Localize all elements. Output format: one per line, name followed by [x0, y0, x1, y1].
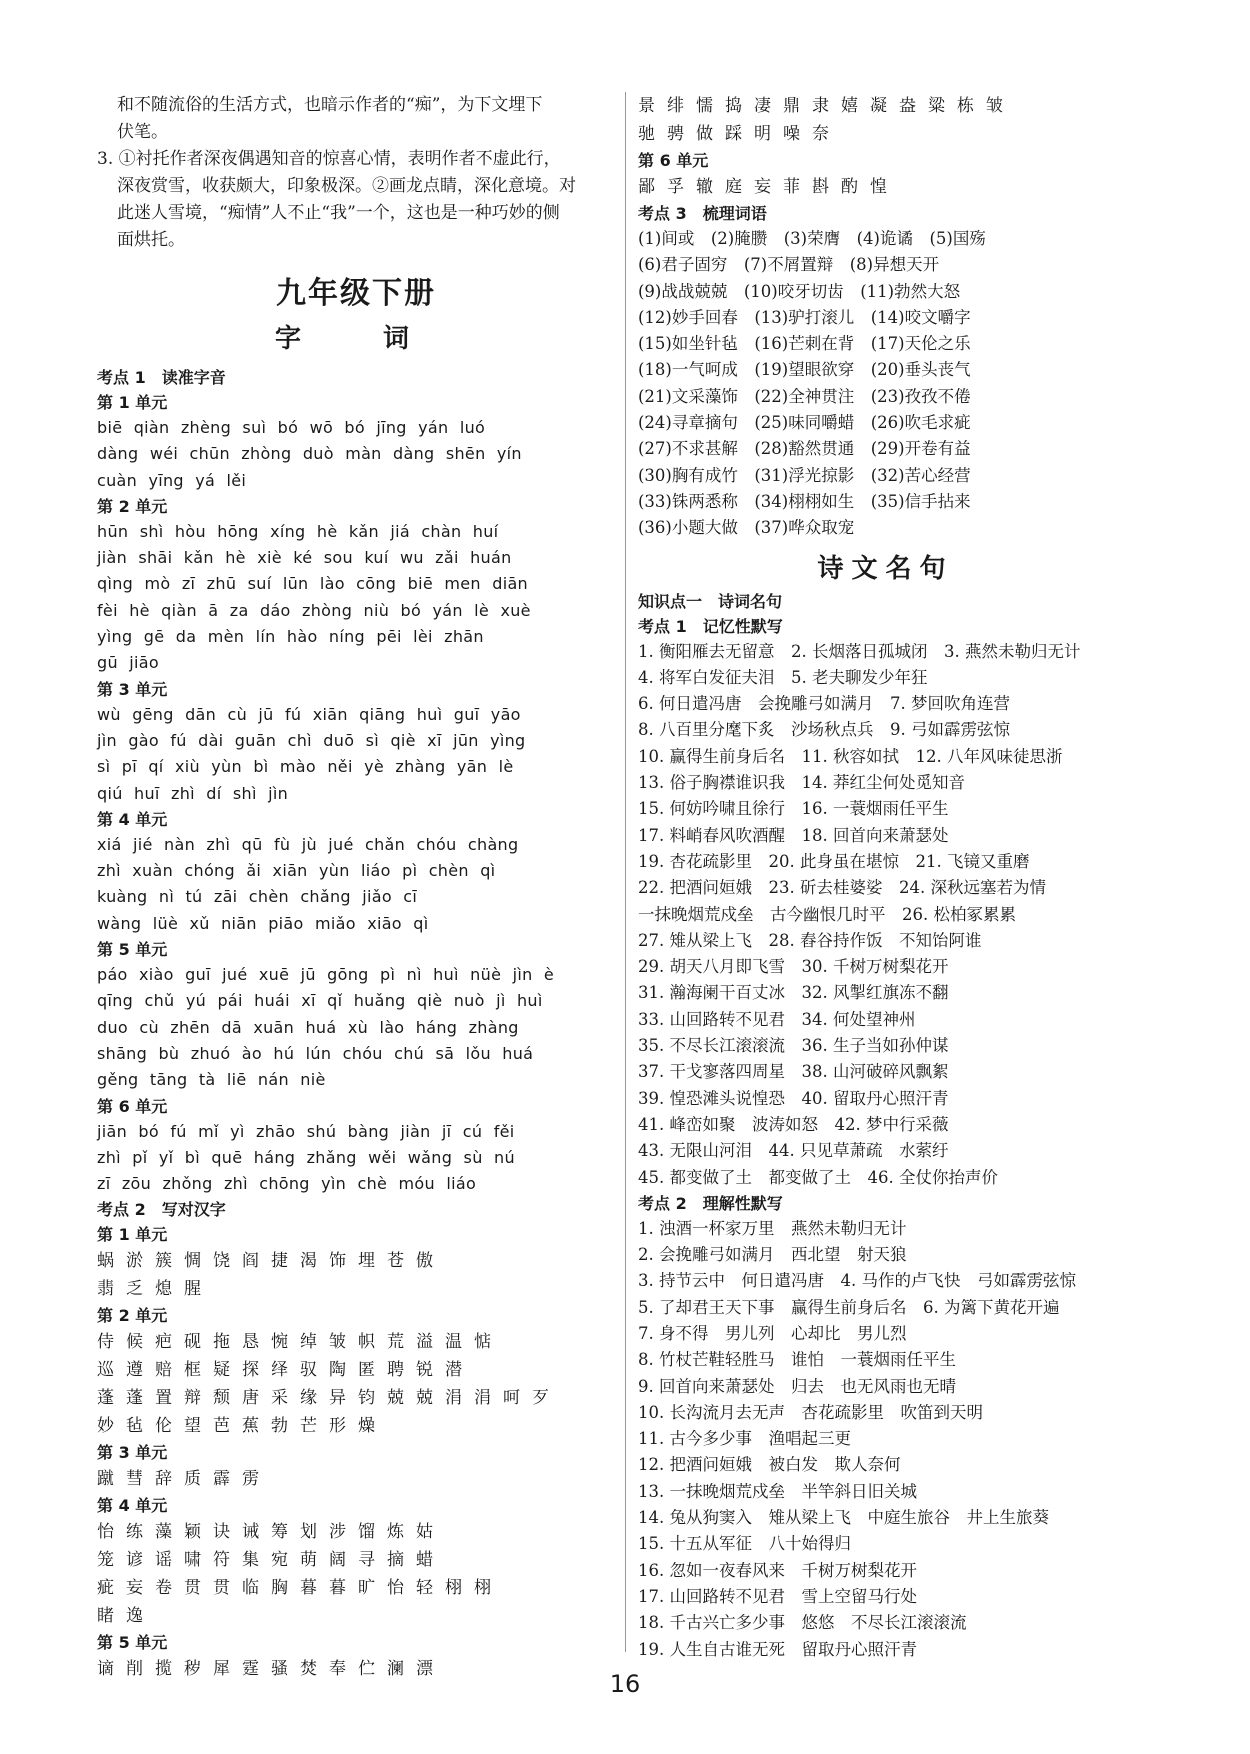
- hanzi-line: 巡遵赔框疑探绎驭陶匿聘锐潜: [97, 1360, 474, 1381]
- pinyin-line: xiá jié nàn zhì qū fù jù jué chǎn chóu chàng: [97, 834, 519, 854]
- idiom-line: (33)铢两悉称 (34)栩栩如生 (35)信手拈来: [638, 491, 971, 511]
- idiom-line: (1)间或 (2)腌臜 (3)荣膺 (4)诡谲 (5)国殇: [638, 229, 986, 248]
- pinyin-line: cuàn yīng yá lěi: [97, 470, 247, 490]
- recitation-line: 31. 瀚海阑干百丈冰 32. 风掣红旗冻不翻: [638, 983, 949, 1003]
- hanzi-line: 睹逸: [97, 1606, 155, 1627]
- recitation-line: 13. 一抹晚烟荒戍垒 半竿斜日旧关城: [638, 1481, 917, 1501]
- hanzi-line: 谪削揽秽犀霆骚焚奉伫澜漂: [97, 1659, 445, 1680]
- pinyin-line: jiàn shāi kǎn hè xiè ké sou kuí wu zǎi huán: [97, 548, 512, 568]
- pinyin-line: jìn gào fú dài guān chì duō sì qiè xī jūn yìng: [97, 730, 526, 750]
- pinyin-line: zhì xuàn chóng ǎi xiān yùn liáo pì chèn qì: [97, 861, 496, 881]
- recitation-line: 8. 八百里分麾下炙 沙场秋点兵 9. 弓如霹雳弦惊: [638, 720, 1010, 740]
- recitation-line: 1. 浊酒一杯家万里 燕然未勒归无计: [638, 1218, 907, 1238]
- recitation-line: 19. 杏花疏影里 20. 此身虽在堪惊 21. 飞镜又重磨: [638, 851, 1030, 871]
- understanding-recitation-list: [638, 1216, 1133, 1663]
- pinyin-line: qīng chǔ yú pái huái xī qǐ huǎng qiè nuò jì huì: [97, 991, 543, 1011]
- kaodian-2-understanding-title: 考点 2 理解性默写: [638, 1193, 783, 1213]
- section-title-poems: 诗文名句: [817, 553, 954, 584]
- idiom-line: (27)不求甚解 (28)豁然贯通 (29)开卷有益: [638, 439, 971, 459]
- pinyin-line: biē qiàn zhèng suì bó wō bó jīng yán luó: [97, 418, 486, 437]
- unit-label: 第 6 单元: [638, 151, 709, 170]
- page-number: 16: [609, 1670, 641, 1698]
- recitation-line: 1. 衡阳雁去无留意 2. 长烟落日孤城闭 3. 燕然未勒归无计: [638, 641, 1081, 661]
- recitation-line: 14. 兔从狗窦入 雉从梁上飞 中庭生旅谷 井上生旅葵: [638, 1508, 1049, 1528]
- recitation-line: 17. 料峭春风吹酒醒 18. 回首向来萧瑟处: [638, 825, 949, 845]
- recitation-line: 16. 忽如一夜春风来 千树万树梨花开: [638, 1560, 917, 1580]
- intro-line: 深夜赏雪，收获颇大，印象极深。②画龙点睛，深化意境。对: [117, 176, 576, 196]
- pinyin-line: páo xiào guī jué xuē jū gōng pì nì huì nüè jìn è: [97, 965, 555, 985]
- kaodian-1-memory-title: 考点 1 记忆性默写: [638, 616, 783, 636]
- recitation-line: 10. 长沟流月去无声 杏花疏影里 吹笛到天明: [638, 1402, 983, 1422]
- hanzi-line: 蓬蓬置辩颓唐采缘异钧兢兢涓涓呵歹: [97, 1388, 561, 1409]
- book-title: 九年级下册: [276, 276, 436, 311]
- recitation-line: 29. 胡天八月即飞雪 30. 千树万树梨花开: [638, 957, 949, 977]
- recitation-line: 17. 山回路转不见君 雪上空留马行处: [638, 1586, 917, 1606]
- unit-label: 第 1 单元: [97, 393, 168, 412]
- pinyin-line: hūn shì hòu hōng xíng hè kǎn jiá chàn huí: [97, 521, 499, 541]
- pinyin-line: gěng tāng tà liē nán niè: [97, 1070, 326, 1090]
- unit-label: 第 6 单元: [97, 1096, 168, 1116]
- idiom-line: (36)小题大做 (37)哗众取宠: [638, 518, 855, 538]
- hanzi-line: 驰骋做踩明噪奈: [638, 124, 841, 144]
- hanzi-line: 翡乏熄腥: [97, 1279, 213, 1300]
- knowledge-point-1-title: 知识点一 诗词名句: [638, 591, 783, 611]
- recitation-line: 6. 何日遣冯唐 会挽雕弓如满月 7. 梦回吹角连营: [638, 694, 1010, 714]
- recitation-line: 37. 干戈寥落四周星 38. 山河破碎风飘絮: [638, 1062, 949, 1082]
- memory-recitation-list: [638, 639, 1133, 1191]
- intro-line: 和不随流俗的生活方式，也暗示作者的“痴”，为下文埋下: [117, 95, 543, 115]
- pinyin-line: duo cù zhēn dā xuān huá xù lào háng zhàng: [97, 1017, 519, 1037]
- recitation-line: 11. 古今多少事 渔唱起三更: [638, 1429, 851, 1449]
- hanzi-line: 侍候疤砚拖恳惋绰皱帜荒溢温惦: [97, 1332, 503, 1353]
- pinyin-line: wù gēng dān cù jū fú xiān qiāng huì guī yāo: [97, 704, 521, 724]
- kaodian-2-title: 考点 2 写对汉字: [97, 1200, 226, 1220]
- idiom-list: [638, 226, 1133, 542]
- idiom-line: (30)胸有成竹 (31)浮光掠影 (32)苦心经营: [638, 465, 971, 485]
- idiom-line: (18)一气呵成 (19)望眼欲穿 (20)垂头丧气: [638, 360, 971, 380]
- hanzi-line: 笼谚谣啸符集宛萌阔寻摘蜡: [97, 1550, 445, 1571]
- pinyin-line: shāng bù zhuó ào hú lún chóu chú sā lǒu huá: [97, 1043, 534, 1063]
- recitation-line: 18. 千古兴亡多少事 悠悠 不尽长江滚滚流: [638, 1613, 967, 1633]
- hanzi-line: 蜗淤簇惆饶阎捷渴饰埋苍傲: [97, 1251, 445, 1272]
- column-divider: [625, 92, 626, 1652]
- pinyin-line: wàng lüè xǔ niān piāo miǎo xiāo qì: [97, 913, 429, 933]
- recitation-line: 8. 竹杖芒鞋轻胜马 谁怕 一蓑烟雨任平生: [638, 1350, 956, 1370]
- idiom-line: (21)文采藻饰 (22)全神贯注 (23)孜孜不倦: [638, 386, 971, 406]
- unit-label: 第 3 单元: [97, 679, 168, 699]
- hanzi-units: [97, 1222, 615, 1683]
- hanzi-line: 蹴彗辞质霹雳: [97, 1469, 271, 1490]
- unit-label: 第 5 单元: [97, 1633, 168, 1653]
- recitation-line: 33. 山回路转不见君 34. 何处望神州: [638, 1009, 916, 1029]
- recitation-line: 43. 无限山河泪 44. 只见草萧疏 水萦纡: [638, 1141, 949, 1161]
- pinyin-line: qiú huī zhì dí shì jìn: [97, 783, 289, 803]
- recitation-line: 13. 俗子胸襟谁识我 14. 莽红尘何处觅知音: [638, 773, 965, 793]
- unit-label: 第 2 单元: [97, 1306, 168, 1326]
- unit-label: 第 4 单元: [97, 1496, 168, 1516]
- pinyin-line: yìng gē da mèn lín hào níng pēi lèi zhān: [97, 627, 484, 647]
- recitation-line: 3. 持节云中 何日遣冯唐 4. 马作的卢飞快 弓如霹雳弦惊: [638, 1271, 1076, 1291]
- pinyin-units: [97, 390, 615, 1197]
- hanzi-line: 妙毡伦望芭蕉勃芒形燥: [97, 1416, 387, 1437]
- recitation-line: 45. 都变做了土 都变做了土 46. 全仗你抬声价: [638, 1167, 998, 1187]
- pinyin-line: gū jiāo: [97, 653, 159, 673]
- pinyin-line: sì pī qí xiù yùn bì mào něi yè zhàng yān lè: [97, 757, 514, 777]
- hanzi-line: 鄙孚辙庭妄菲斟酌惶: [638, 177, 899, 197]
- intro-line: 3. ①衬托作者深夜偶遇知音的惊喜心情，表明作者不虚此行，: [97, 149, 561, 169]
- kaodian-3-title: 考点 3 梳理词语: [638, 204, 767, 223]
- pinyin-line: qìng mò zī zhū suí lūn lào cōng biē men diān: [97, 574, 528, 594]
- recitation-line: 15. 何妨吟啸且徐行 16. 一蓑烟雨任平生: [638, 799, 949, 819]
- pinyin-line: kuàng nì tú zāi chèn chǎng jiǎo cī: [97, 887, 418, 907]
- pinyin-line: dàng wéi chūn zhòng duò màn dàng shēn yín: [97, 444, 522, 464]
- unit-label: 第 1 单元: [97, 1225, 168, 1245]
- idiom-line: (9)战战兢兢 (10)咬牙切齿 (11)勃然大怒: [638, 281, 961, 301]
- recitation-line: 41. 峰峦如聚 波涛如怒 42. 梦中行采薇: [638, 1114, 949, 1134]
- recitation-line: 12. 把酒问姮娥 被白发 欺人奈何: [638, 1455, 901, 1475]
- right-column: [638, 92, 1133, 1663]
- idiom-line: (15)如坐针毡 (16)芒刺在背 (17)天伦之乐: [638, 334, 971, 354]
- pinyin-line: zī zōu zhǒng zhì chōng yìn chè móu liáo: [97, 1174, 477, 1194]
- recitation-line: 19. 人生自古谁无死 留取丹心照汗青: [638, 1639, 917, 1659]
- idiom-line: (6)君子固穷 (7)不屑置辩 (8)异想天开: [638, 255, 940, 275]
- hanzi-line: 景绯懦捣凄鼎隶嬉凝盎粱栋皱: [638, 96, 1015, 116]
- unit-label: 第 3 单元: [97, 1443, 168, 1463]
- pinyin-line: jiān bó fú mǐ yì zhāo shú bàng jiàn jī cú fěi: [97, 1121, 515, 1141]
- pinyin-line: fèi hè qiàn ā za dáo zhòng niù bó yán lè xuè: [97, 600, 531, 620]
- idiom-line: (24)寻章摘句 (25)味同嚼蜡 (26)吹毛求疵: [638, 413, 971, 433]
- recitation-line: 4. 将军白发征夫泪 5. 老夫聊发少年狂: [638, 667, 928, 687]
- left-column: [97, 92, 615, 1683]
- recitation-line: 39. 惶恐滩头说惶恐 40. 留取丹心照汗青: [638, 1088, 949, 1108]
- recitation-line: 15. 十五从军征 八十始得归: [638, 1534, 851, 1554]
- unit-label: 第 4 单元: [97, 809, 168, 829]
- recitation-line: 35. 不尽长江滚滚流 36. 生子当如孙仲谋: [638, 1036, 949, 1056]
- intro-answer: [97, 92, 615, 254]
- unit-label: 第 5 单元: [97, 940, 168, 960]
- recitation-line: 7. 身不得 男儿列 心却比 男儿烈: [638, 1323, 907, 1343]
- recitation-line: 2. 会挽雕弓如满月 西北望 射天狼: [638, 1245, 907, 1265]
- pinyin-line: zhì pǐ yǐ bì quē háng zhǎng wěi wǎng sù nú: [97, 1147, 515, 1167]
- section-title-zici: 字 词: [274, 324, 437, 354]
- recitation-line: 9. 回首向来萧瑟处 归去 也无风雨也无晴: [638, 1376, 956, 1396]
- hanzi-line: 疵妄卷贯贯临胸暮暮旷怡轻栩栩: [97, 1578, 503, 1599]
- kaodian-1-title: 考点 1 读准字音: [97, 368, 226, 387]
- recitation-line: 22. 把酒问姮娥 23. 斫去桂婆娑 24. 深秋远塞若为情: [638, 878, 1046, 898]
- unit-label: 第 2 单元: [97, 496, 168, 516]
- recitation-line: 27. 雉从梁上飞 28. 舂谷持作饭 不知饴阿谁: [638, 930, 982, 950]
- intro-line: 面烘托。: [117, 230, 185, 250]
- recitation-line: 10. 赢得生前身后名 11. 秋容如拭 12. 八年风味徒思浙: [638, 746, 1063, 766]
- hanzi-line: 怡练藻颖诀诫筹划涉馏炼姑: [97, 1522, 445, 1543]
- idiom-line: (12)妙手回春 (13)驴打滚儿 (14)咬文嚼字: [638, 307, 971, 327]
- recitation-line: 5. 了却君王天下事 赢得生前身后名 6. 为篱下黄花开遍: [638, 1297, 1060, 1317]
- recitation-line: 一抹晚烟荒戍垒 古今幽恨几时平 26. 松柏冢累累: [638, 904, 1016, 924]
- intro-line: 伏笔。: [117, 122, 168, 142]
- intro-line: 此迷人雪境，“痴情”人不止“我”一个，这也是一种巧妙的侧: [117, 203, 560, 223]
